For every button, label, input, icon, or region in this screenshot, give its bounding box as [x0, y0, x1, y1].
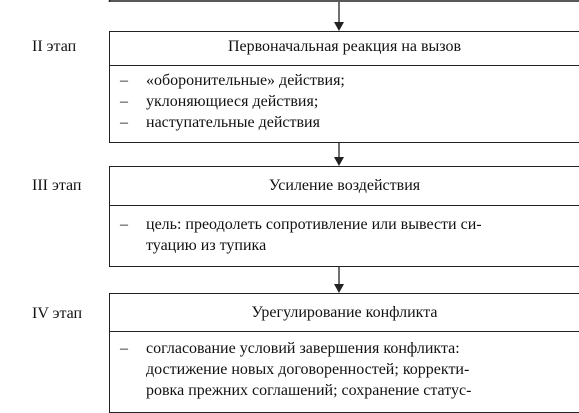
item-text: уклоняющиеся действия; — [146, 93, 319, 110]
stage-box-4 — [109, 293, 579, 413]
bullet-dash: – — [120, 340, 128, 357]
list-item — [120, 214, 575, 256]
stage-title-3: Усиление воздействия — [110, 167, 579, 206]
item-text: «оборонительные» действия; — [146, 72, 345, 89]
stage-title-2: Первоначальная реакция на вызов — [110, 32, 579, 66]
item-text: наступательные действия — [146, 114, 320, 131]
stage-label-2: II этап — [32, 38, 77, 55]
stage-label-3: III этап — [32, 177, 82, 194]
stage-body-3 — [110, 206, 579, 256]
arrow-1-head — [334, 22, 344, 31]
stage-box-3 — [109, 166, 579, 267]
list-item — [120, 338, 575, 401]
list-item — [120, 70, 575, 91]
bullet-dash: – — [120, 114, 128, 131]
stage-label-4: IV этап — [32, 305, 83, 322]
item-text: цель: преодолеть сопротивление или вывести си- туацию из тупика — [146, 216, 482, 254]
bullet-dash: – — [120, 216, 128, 233]
stage-body-4 — [110, 332, 579, 401]
bullet-dash: – — [120, 72, 128, 89]
list-item — [120, 91, 575, 112]
stage-box-2 — [109, 31, 579, 143]
item-text: согласование условий завершения конфликта: достижение новых договоренностей; корректи- ровка прежних соглашений; сохранение статус- — [146, 340, 472, 399]
arrow-2-head — [334, 157, 344, 166]
stage-body-2 — [110, 66, 579, 133]
stage-title-4: Урегулирование конфликта — [110, 294, 579, 332]
bullet-dash: – — [120, 93, 128, 110]
arrow-3-head — [334, 284, 344, 293]
list-item — [120, 112, 575, 133]
